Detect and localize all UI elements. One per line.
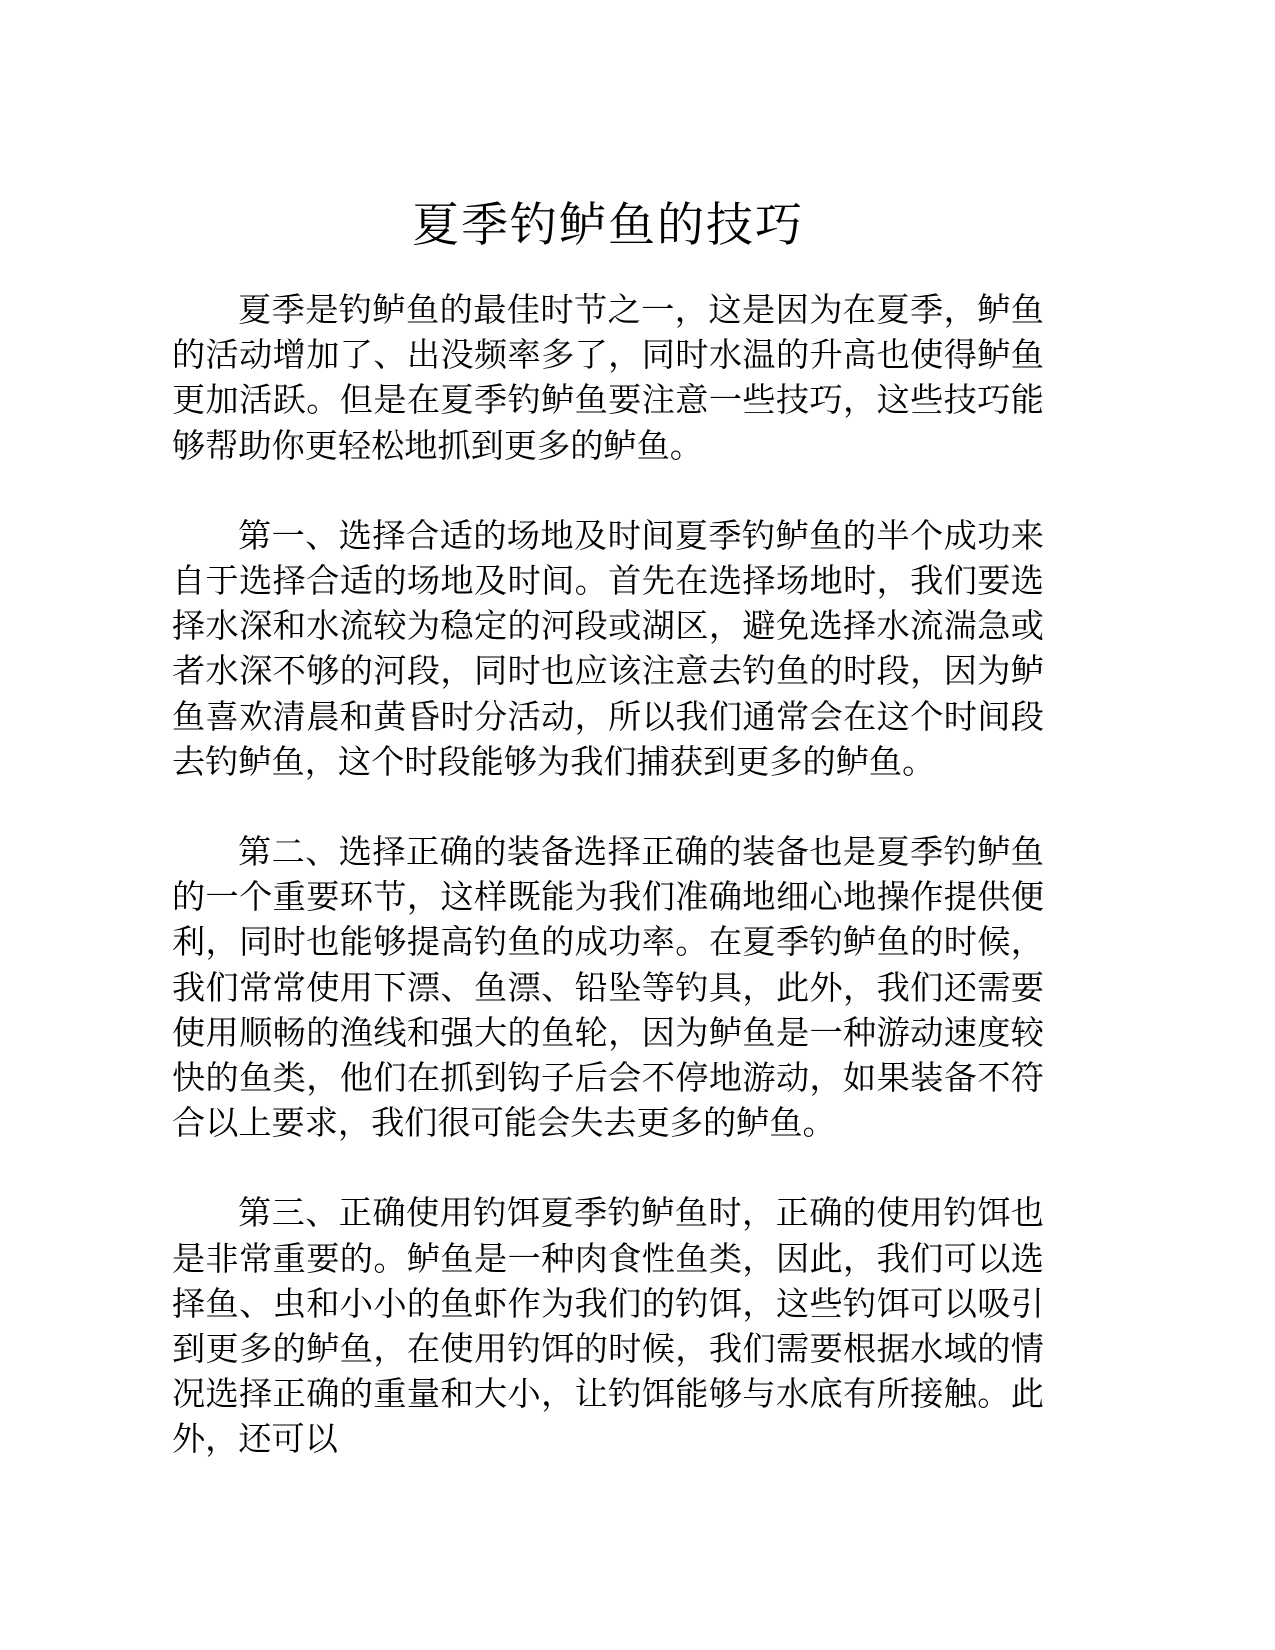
- document-body: [172, 250, 1044, 1463]
- page-title: 夏季钓鲈鱼的技巧: [412, 200, 804, 252]
- page-content: [172, 0, 1044, 1463]
- paragraph-intro: 夏季是钓鲈鱼的最佳时节之一，这是因为在夏季，鲈鱼的活动增加了、出没频率多了，同时水温的升高也使得鲈鱼更加活跃。但是在夏季钓鲈鱼要注意一些技巧，这些技巧能够帮助你更轻松地抓到更多的鲈鱼。: [172, 292, 1044, 465]
- paragraph-tip-three: 第三、正确使用钓饵夏季钓鲈鱼时，正确的使用钓饵也是非常重要的。鲈鱼是一种肉食性鱼类，因此，我们可以选择鱼、虫和小小的鱼虾作为我们的钓饵，这些钓饵可以吸引到更多的鲈鱼，在使用钓饵的时候，我们需要根据水域的情况选择正确的重量和大小，让钓饵能够与水底有所接触。此外，还可以: [172, 1195, 1044, 1459]
- paragraph-tip-two: 第二、选择正确的装备选择正确的装备也是夏季钓鲈鱼的一个重要环节，这样既能为我们准确地细心地操作提供便利，同时也能够提高钓鱼的成功率。在夏季钓鲈鱼的时候，我们常常使用下漂、鱼漂、铅坠等钓具，此外，我们还需要使用顺畅的渔线和强大的鱼轮，因为鲈鱼是一种游动速度较快的鱼类，他们在抓到钩子后会不停地游动，如果装备不符合以上要求，我们很可能会失去更多的鲈鱼。: [172, 834, 1044, 1143]
- paragraph-tip-one: 第一、选择合适的场地及时间夏季钓鲈鱼的半个成功来自于选择合适的场地及时间。首先在选择场地时，我们要选择水深和水流较为稳定的河段或湖区，避免选择水流湍急或者水深不够的河段，同时也应该注意去钓鱼的时段，因为鲈鱼喜欢清晨和黄昏时分活动，所以我们通常会在这个时间段去钓鲈鱼，这个时段能够为我们捕获到更多的鲈鱼。: [172, 517, 1044, 781]
